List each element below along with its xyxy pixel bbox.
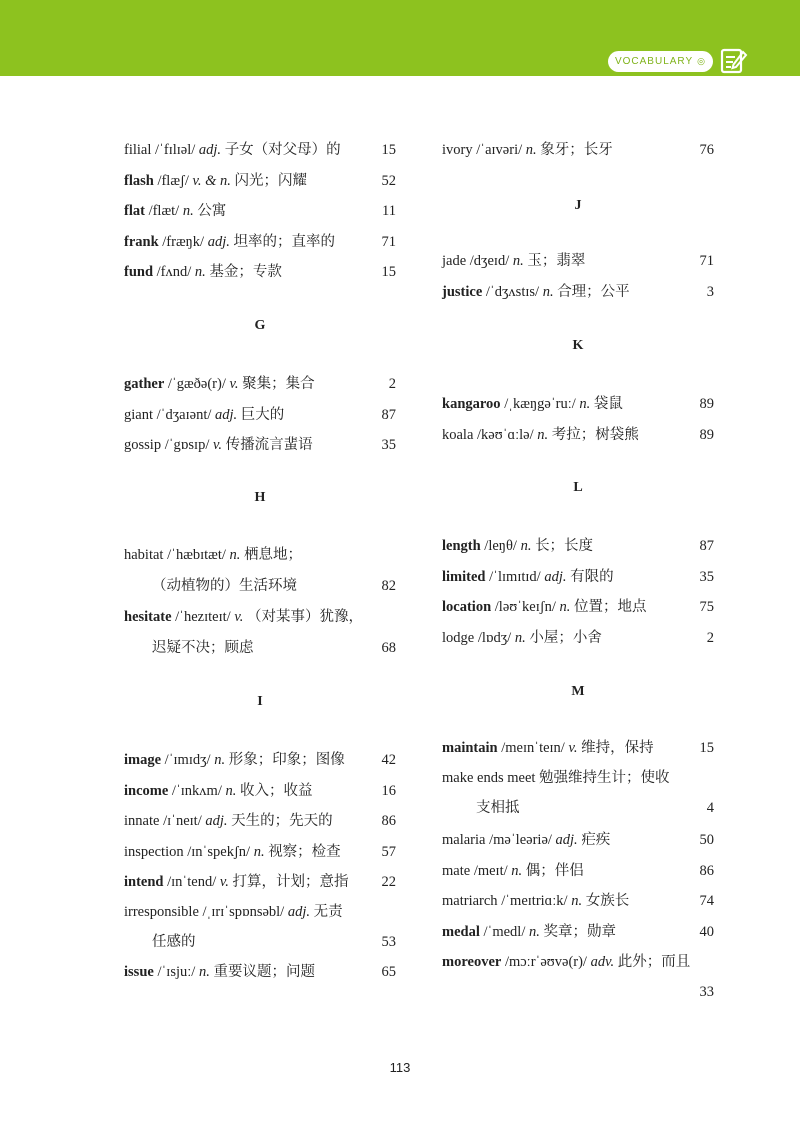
entry-page: 89	[699, 426, 714, 443]
entry-word: jade	[442, 253, 467, 269]
entry-definition: 考拉；树袋熊	[551, 426, 639, 443]
entry-medal	[442, 922, 714, 942]
entry-page: 15	[381, 142, 396, 158]
entry-definition: 小屋；小舍	[529, 629, 602, 646]
entry-word: mate	[442, 862, 471, 879]
entry-phonetic: /ˈmeɪtriɑːk/	[501, 893, 568, 909]
entry-pos: v. & n.	[192, 172, 231, 189]
entry-pos: adj.	[287, 904, 310, 920]
entry-pos: n.	[571, 893, 583, 909]
entry-phonetic: /ˈgɒsɪp/	[164, 437, 210, 453]
entry-phonetic: /ˌkæŋgəˈruː/	[504, 396, 576, 412]
entry-page: 33	[699, 984, 714, 1000]
page-number: 113	[389, 1060, 411, 1075]
entry-limited	[442, 567, 714, 587]
entry-frank	[124, 232, 396, 252]
entry-word: gossip	[124, 437, 162, 453]
entry-income	[124, 781, 396, 801]
entry-moreover	[442, 952, 714, 972]
entry-word: fund	[124, 264, 154, 280]
entry-definition: 收入；收益	[240, 782, 313, 799]
entry-word: flash	[124, 172, 154, 189]
entry-phonetic: /ˈhæbɪtæt/	[167, 547, 226, 563]
entry-page: 65	[381, 964, 396, 980]
entry-gather	[124, 374, 396, 394]
entry-word: intend	[124, 874, 164, 890]
entry-word: koala	[442, 426, 474, 443]
entry-page: 42	[381, 752, 396, 768]
entry-pos: v.	[229, 376, 239, 392]
entry-definition: 奖章；勋章	[543, 923, 616, 940]
entry-gossip	[124, 435, 396, 455]
entry-hesitate-cont	[124, 638, 396, 658]
entry-word: frank	[124, 233, 159, 250]
entry-pos: n.	[214, 752, 226, 768]
entry-pos: n.	[512, 253, 524, 269]
entry-definition: 形象；印象；图像	[228, 752, 345, 768]
entry-phonetic: /ɪnˈtend/	[167, 874, 217, 890]
entry-definition: 聚集；集合	[242, 376, 315, 392]
entry-definition-cont: 支相抵	[476, 800, 520, 816]
entry-phonetic: /kəʊˈɑːlə/	[477, 426, 534, 443]
entry-phonetic: /ˈɪnkʌm/	[171, 782, 222, 799]
entry-pos: n.	[525, 142, 537, 158]
entry-fund	[124, 262, 396, 282]
entry-pos: n.	[511, 862, 523, 879]
entry-word: location	[442, 599, 492, 615]
entry-jade	[442, 251, 714, 271]
entry-pos: n.	[537, 426, 549, 443]
entry-length	[442, 536, 714, 556]
entry-malaria	[442, 830, 714, 850]
entry-word: make ends meet	[442, 770, 536, 786]
entry-phonetic: /ˈfɪlɪəl/	[155, 142, 196, 158]
entry-page: 71	[699, 253, 714, 269]
entry-pos: adj.	[544, 568, 567, 585]
entry-page: 74	[699, 893, 714, 909]
entry-pos: n.	[253, 843, 265, 860]
entry-intend	[124, 872, 396, 892]
entry-phonetic: /ˈhezɪteɪt/	[175, 609, 231, 625]
entry-hesitate	[124, 607, 396, 627]
entry-definition: 有限的	[570, 568, 614, 585]
entry-definition: 巨大的	[240, 406, 285, 423]
letter-heading-i: I	[257, 694, 263, 709]
entry-definition: 疟疾	[581, 832, 611, 848]
entry-definition: 无责	[313, 904, 343, 920]
entry-definition: 女族长	[585, 893, 630, 909]
entry-phonetic: /ˈdʒʌstɪs/	[485, 284, 540, 300]
entry-definition: 坦率的；直率的	[233, 233, 335, 250]
entry-definition: 偶；伴侣	[525, 862, 584, 879]
entry-make-ends-meet-cont	[442, 798, 714, 818]
entry-page: 35	[699, 568, 714, 585]
entry-definition: 栖息地；	[244, 547, 303, 563]
entry-phonetic: /ˈɪsjuː/	[157, 964, 196, 980]
entry-definition: 天生的；先天的	[231, 813, 333, 829]
entry-page: 35	[381, 437, 396, 453]
entry-definition: 打算，计划；意指	[232, 874, 349, 890]
entry-page: 68	[381, 640, 396, 656]
entry-pos: v.	[234, 609, 244, 625]
entry-phonetic: /ˌɪrɪˈspɒnsəbl/	[202, 904, 285, 920]
entry-definition: 合理；公平	[557, 284, 630, 300]
entry-page: 89	[699, 396, 714, 412]
badge-label: VOCABULARY	[614, 56, 694, 67]
entry-definition: 传播流言蜚语	[225, 437, 313, 453]
entry-word: malaria	[442, 832, 486, 848]
entry-phonetic: /ɪˈneɪt/	[163, 813, 202, 829]
entry-pos: adj.	[205, 813, 228, 829]
entry-definition: 闪光；闪耀	[234, 172, 308, 189]
entry-definition: 重要议题；问题	[213, 964, 315, 980]
entry-page: 82	[381, 578, 396, 594]
entry-maintain	[442, 738, 714, 758]
entry-phonetic: /flæt/	[148, 203, 180, 219]
entry-word: length	[442, 538, 481, 554]
entry-phonetic: /dʒeɪd/	[469, 253, 510, 269]
entry-page: 22	[381, 874, 396, 890]
entry-definition: 基金；专款	[209, 264, 282, 280]
entry-make-ends-meet	[442, 768, 714, 788]
entry-word: gather	[124, 376, 165, 392]
entry-pos: n.	[520, 538, 532, 554]
entry-pos: n.	[194, 264, 206, 280]
entry-page: 2	[388, 376, 396, 392]
entry-word: justice	[442, 284, 483, 300]
entry-word: medal	[442, 923, 480, 940]
entry-matriarch	[442, 891, 714, 911]
entry-page: 2	[706, 629, 714, 646]
letter-heading-l: L	[573, 480, 583, 495]
entry-page: 87	[381, 406, 396, 423]
entry-definition: 子女（对父母）的	[224, 142, 341, 158]
entry-word: image	[124, 752, 162, 768]
entry-definition: 位置；地点	[574, 599, 647, 615]
entry-page: 4	[706, 800, 714, 816]
entry-pos: adj.	[198, 142, 222, 158]
entry-page: 52	[381, 172, 396, 189]
entry-flash	[124, 171, 396, 191]
entry-phonetic: /ˈɪmɪdʒ/	[164, 752, 211, 768]
entry-page: 86	[381, 813, 396, 829]
entry-page: 57	[381, 843, 396, 860]
letter-heading-m: M	[571, 684, 585, 699]
entry-word: limited	[442, 568, 486, 585]
entry-definition-cont: 任感的	[152, 934, 196, 950]
entry-phonetic: /meɪnˈteɪn/	[501, 740, 565, 756]
entry-word: matriarch	[442, 893, 498, 909]
entry-definition: 袋鼠	[593, 396, 623, 412]
entry-justice	[442, 282, 714, 302]
entry-word: inspection	[124, 843, 184, 860]
entry-filial	[124, 140, 396, 160]
entry-page: 50	[699, 832, 714, 848]
entry-page: 71	[381, 233, 396, 250]
entry-page: 53	[381, 934, 396, 950]
entry-pos: n.	[514, 629, 526, 646]
letter-heading-k: K	[572, 338, 584, 353]
entry-page: 15	[699, 740, 714, 756]
entry-phonetic: /ˈaɪvəri/	[476, 142, 523, 158]
entry-page: 75	[699, 599, 714, 615]
entry-word: moreover	[442, 954, 502, 970]
entry-phonetic: /məˈleəriə/	[489, 832, 552, 848]
entry-word: filial	[124, 142, 152, 158]
entry-pos: adj.	[555, 832, 578, 848]
entry-pos: n.	[229, 547, 241, 563]
entry-pos: v.	[212, 437, 222, 453]
entry-phonetic: /ˈgæðə(r)/	[167, 376, 226, 392]
entry-page: 40	[699, 923, 714, 940]
entry-habitat-cont	[124, 576, 396, 596]
entry-word: irresponsible	[124, 904, 199, 920]
entry-definition: 玉；翡翠	[527, 253, 586, 269]
notepad-pencil-icon	[719, 46, 749, 76]
entry-pos: n.	[225, 782, 237, 799]
entry-definition: 视察；检查	[268, 843, 341, 860]
letter-heading-j: J	[574, 198, 582, 213]
entry-definition: 勉强维持生计；使收	[539, 770, 670, 786]
entry-pos: n.	[579, 396, 591, 412]
entry-definition-cont: （动植物的）生活环境	[152, 578, 297, 594]
entry-definition: 维持，保持	[581, 740, 654, 756]
vocabulary-badge	[608, 51, 713, 72]
entry-pos: n.	[529, 923, 540, 940]
entry-word: income	[124, 782, 169, 799]
entry-mate	[442, 861, 714, 881]
entry-phonetic: /meɪt/	[473, 862, 508, 879]
entry-word: giant	[124, 406, 153, 423]
entry-definition-cont: 迟疑不决；顾虑	[152, 640, 254, 656]
entry-phonetic: /ˈmedl/	[483, 923, 526, 940]
entry-innate	[124, 811, 396, 831]
entry-word: ivory	[442, 142, 473, 158]
entry-pos: adj.	[215, 406, 238, 423]
entry-phonetic: /lɒdʒ/	[477, 629, 512, 646]
entry-phonetic: /fræŋk/	[162, 233, 205, 250]
entry-irresponsible-cont	[124, 932, 396, 952]
entry-pos: adv.	[590, 954, 615, 970]
entry-phonetic: /mɔːrˈəʊvə(r)/	[504, 954, 587, 970]
entry-pos: n.	[198, 964, 210, 980]
entry-kangaroo	[442, 394, 714, 414]
entry-phonetic: /ləʊˈkeɪʃn/	[494, 599, 556, 615]
entry-flat	[124, 201, 396, 221]
entry-page: 86	[699, 862, 714, 879]
entry-phonetic: /fʌnd/	[156, 264, 192, 280]
entry-phonetic: /ˈlɪmɪtɪd/	[489, 568, 541, 585]
entry-page: 15	[381, 264, 396, 280]
entry-inspection	[124, 842, 396, 862]
entry-definition: 公寓	[197, 203, 227, 219]
entry-word: issue	[124, 964, 154, 980]
entry-pos: v.	[219, 874, 229, 890]
entry-pos: n.	[559, 599, 571, 615]
entry-page: 87	[699, 538, 714, 554]
entry-page: 16	[381, 782, 396, 799]
entry-irresponsible	[124, 902, 396, 922]
entry-page: 3	[706, 284, 714, 300]
entry-word: habitat	[124, 547, 164, 563]
entry-definition: 此外；而且	[617, 954, 691, 970]
entry-page: 11	[382, 203, 396, 219]
entry-word: lodge	[442, 629, 475, 646]
entry-pos: n.	[182, 203, 194, 219]
entry-lodge	[442, 628, 714, 648]
entry-ivory	[442, 140, 714, 160]
entry-word: innate	[124, 813, 160, 829]
entry-pos: v.	[568, 740, 578, 756]
entry-phonetic: /leŋθ/	[484, 538, 517, 554]
entry-koala	[442, 425, 714, 445]
entry-location	[442, 597, 714, 617]
letter-heading-g: G	[254, 318, 266, 333]
entry-phonetic: /ˈdʒaɪənt/	[156, 406, 212, 423]
entry-word: hesitate	[124, 609, 172, 625]
entry-image	[124, 750, 396, 770]
entry-word: maintain	[442, 740, 498, 756]
entry-issue	[124, 962, 396, 982]
badge-mark: ◎	[697, 56, 707, 66]
entry-word: kangaroo	[442, 396, 501, 412]
entry-giant	[124, 405, 396, 425]
entry-definition: 象牙；长牙	[540, 142, 613, 158]
entry-page: 76	[699, 142, 714, 158]
entry-phonetic: /ɪnˈspekʃn/	[187, 843, 251, 860]
entry-word: flat	[124, 203, 145, 219]
entry-habitat	[124, 545, 396, 565]
entry-pos: n.	[542, 284, 554, 300]
entry-phonetic: /flæʃ/	[157, 172, 189, 189]
entry-definition: （对某事）犹豫，	[246, 609, 363, 625]
entry-definition: 长；长度	[535, 538, 594, 554]
entry-pos: adj.	[207, 233, 230, 250]
letter-heading-h: H	[254, 490, 266, 505]
